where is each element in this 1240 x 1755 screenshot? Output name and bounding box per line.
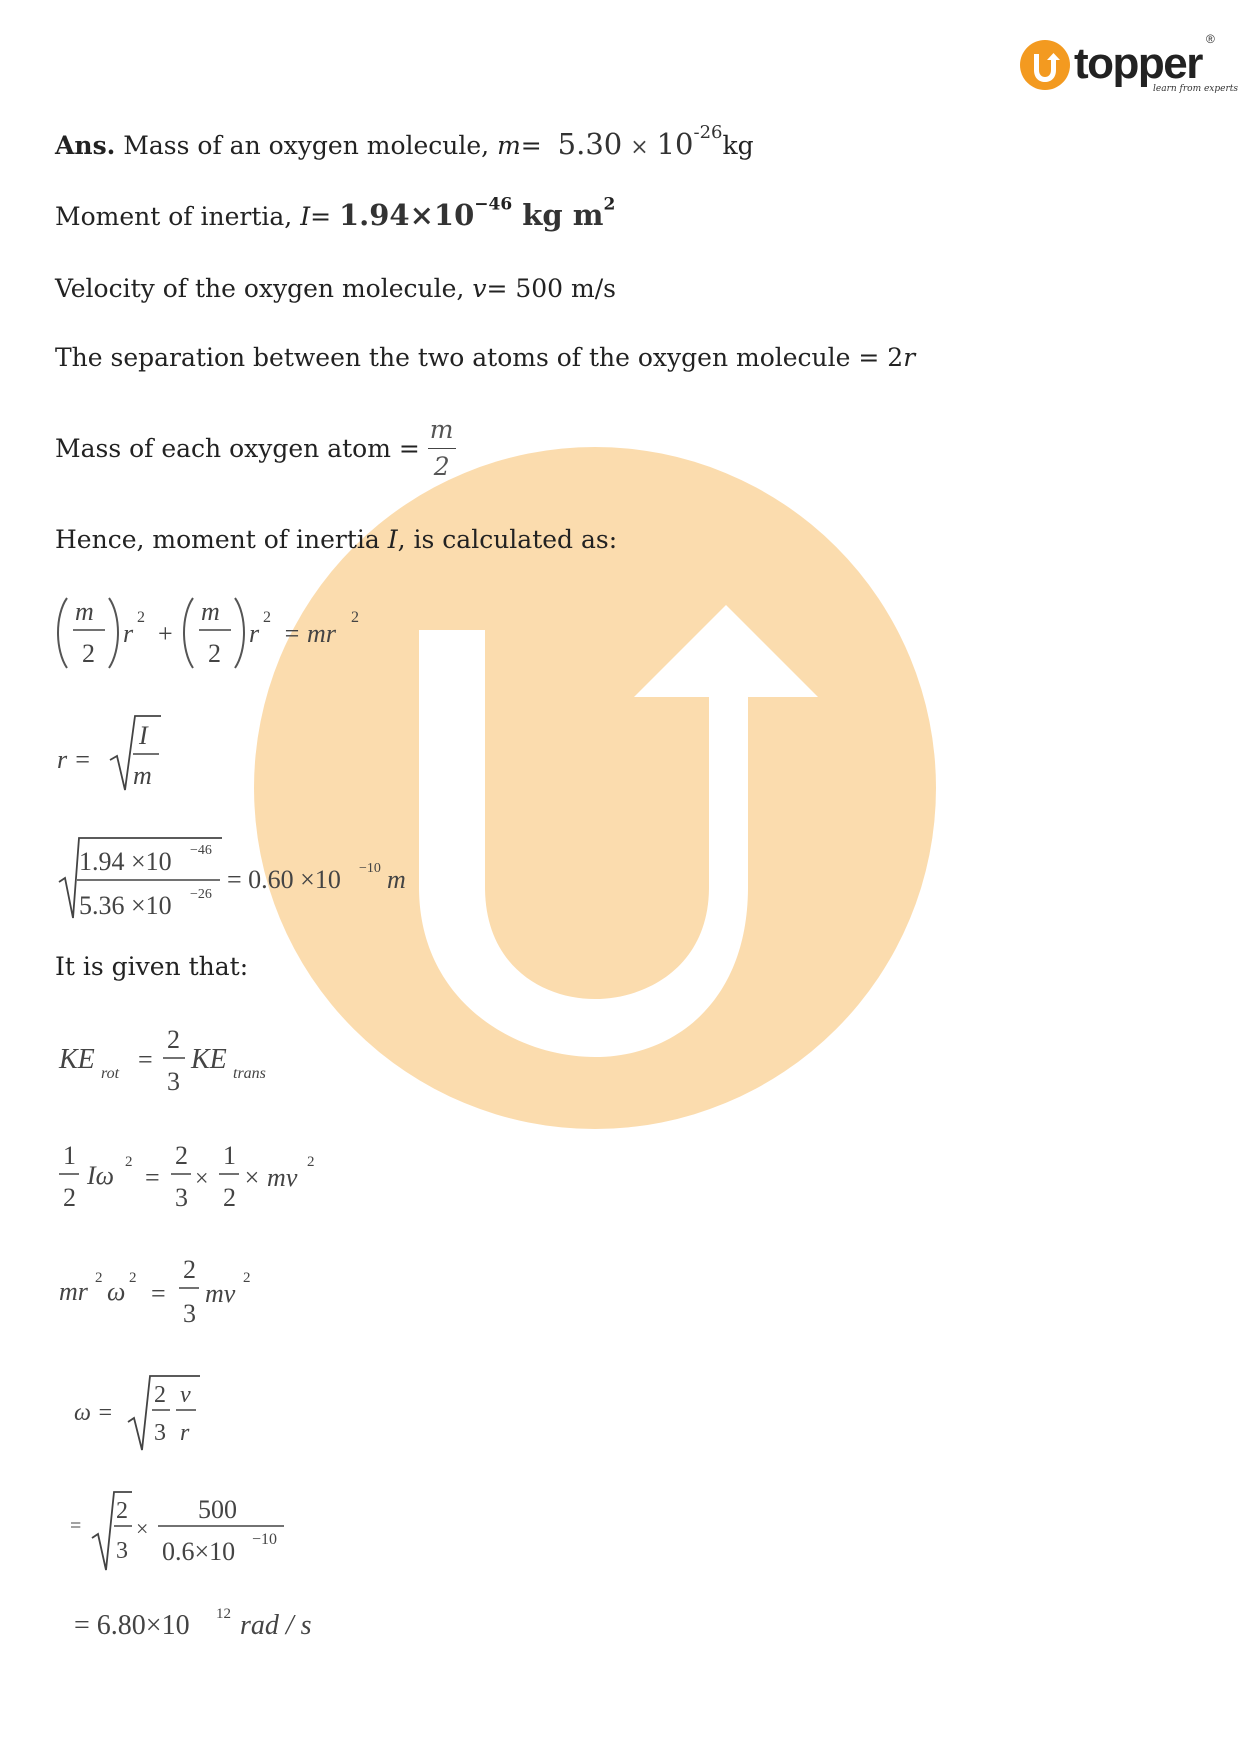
- separation-text: The separation between the two atoms of the oxygen molecule = 2: [55, 343, 904, 372]
- eq4-lhs-sub: rot: [101, 1065, 120, 1082]
- eq2-den: m: [133, 761, 152, 790]
- eq1-plus: +: [158, 619, 173, 648]
- inertia-text: Moment of inertia,: [55, 202, 301, 231]
- eq7-lhs: ω =: [74, 1400, 114, 1426]
- eq6-num: 2: [183, 1255, 196, 1284]
- eq8-num: 500: [198, 1495, 237, 1524]
- brand-name: topper: [1074, 39, 1202, 88]
- given-text: It is given that:: [55, 952, 249, 981]
- eq5-d1: 3: [175, 1183, 188, 1212]
- eq5-two: 2: [63, 1183, 76, 1212]
- eq2-lhs: r =: [57, 745, 92, 774]
- eq7-d1: 3: [154, 1420, 166, 1446]
- eq3-den-coef: 5.36 ×10: [79, 891, 172, 920]
- mass-line: [55, 121, 754, 161]
- eq5-n1: 2: [175, 1141, 188, 1170]
- given-line: [55, 952, 248, 981]
- velocity-line: [55, 274, 616, 303]
- velocity-text: Velocity of the oxygen molecule,: [55, 274, 473, 303]
- eq6-lhs-exp: 2: [95, 1270, 103, 1286]
- velocity-var: v: [472, 274, 487, 303]
- eq5-n2: 1: [223, 1141, 236, 1170]
- atom-mass-text: Mass of each oxygen atom =: [55, 434, 428, 463]
- hence-line: [55, 525, 617, 554]
- eq3-num-exp: −46: [190, 843, 212, 858]
- mass-coef: 5.30: [557, 127, 623, 161]
- eq6-w-exp: 2: [129, 1270, 137, 1286]
- equation-9: [70, 1598, 350, 1648]
- eq3-num-coef: 1.94 ×10: [79, 847, 172, 876]
- eq4-eq: =: [138, 1045, 153, 1074]
- eq9-exp: 12: [216, 1606, 231, 1622]
- eq1-r2: r: [249, 619, 260, 648]
- inertia-line: [55, 194, 616, 232]
- hence-var: I: [387, 525, 398, 554]
- eq1-rhs-exp: 2: [351, 609, 359, 626]
- mass-exp: -26: [693, 121, 723, 143]
- eq6-rhs-exp: 2: [243, 1270, 251, 1286]
- equation-2: [55, 710, 205, 800]
- hence-rest: , is calculated as:: [397, 525, 618, 554]
- separation-line: [55, 343, 915, 372]
- inertia-coef: 1.94×10: [338, 198, 475, 232]
- eq6-rhs: mv: [205, 1279, 236, 1308]
- eq8-n1: 2: [116, 1498, 128, 1524]
- atom-mass-fraction: [428, 412, 456, 485]
- mass-unit: kg: [722, 131, 754, 160]
- eq8-d1: 3: [116, 1538, 128, 1564]
- eq4-rhs-sub: trans: [233, 1065, 266, 1082]
- eq5-iw: Iω: [87, 1161, 115, 1190]
- eq8-times: ×: [136, 1516, 149, 1541]
- eq7-d2: r: [180, 1420, 190, 1446]
- inertia-unit-exp: 2: [603, 194, 616, 215]
- mass-times: ×: [630, 135, 649, 160]
- equation-6: [55, 1248, 285, 1338]
- inertia-var: I: [300, 202, 311, 231]
- eq5-mv-exp: 2: [307, 1154, 315, 1170]
- equation-3: [55, 826, 435, 926]
- eq5-eq: =: [145, 1163, 160, 1192]
- eq3-rhs-unit: m: [387, 865, 406, 894]
- ans-label: Ans.: [55, 131, 116, 160]
- eq7-n1: 2: [154, 1382, 166, 1408]
- eq5-one: 1: [63, 1141, 76, 1170]
- eq1-m2: m: [201, 597, 220, 626]
- equation-1: [55, 590, 385, 680]
- atom-mass-line: [55, 412, 456, 485]
- mass-base: 10: [656, 127, 694, 161]
- velocity-value: = 500 m/s: [486, 274, 616, 303]
- eq6-eq: =: [151, 1279, 166, 1308]
- atom-mass-num: m: [428, 412, 456, 449]
- eq3-rhs-exp: −10: [359, 861, 381, 876]
- eq3-den-exp: −26: [190, 887, 212, 902]
- eq6-w: ω: [107, 1277, 126, 1306]
- eq9-text: = 6.80×10: [74, 1610, 190, 1641]
- eq6-lhs: mr: [59, 1277, 88, 1306]
- eq5-sq: 2: [125, 1154, 133, 1170]
- u-arrow-logo-icon: [1020, 40, 1070, 90]
- eq1-sq2: 2: [263, 609, 271, 626]
- eq4-den: 3: [167, 1067, 180, 1096]
- equation-4: [55, 1018, 315, 1108]
- eq1-sq1: 2: [137, 609, 145, 626]
- eq8-den-exp: −10: [252, 1531, 278, 1548]
- eq1-m1: m: [75, 597, 94, 626]
- eq4-num: 2: [167, 1025, 180, 1054]
- registered-mark: ®: [1206, 32, 1215, 46]
- separation-var: r: [903, 343, 916, 372]
- mass-var: m: [497, 131, 521, 160]
- eq4-lhs: KE: [59, 1044, 95, 1075]
- eq8-lhs: =: [70, 1515, 82, 1537]
- eq5-mv: × mv: [243, 1163, 298, 1192]
- eq5-d2: 2: [223, 1183, 236, 1212]
- inertia-eq: =: [310, 202, 339, 231]
- eq7-n2: v: [180, 1382, 191, 1408]
- inertia-exp: −46: [474, 194, 513, 215]
- mass-eq: =: [520, 131, 542, 160]
- eq8-den: 0.6×10: [162, 1537, 236, 1566]
- eq5-times: ×: [195, 1166, 209, 1192]
- equation-5: [55, 1134, 355, 1224]
- hence-text: Hence, moment of inertia: [55, 525, 388, 554]
- eq1-two1: 2: [82, 639, 95, 668]
- eq4-rhs: KE: [191, 1044, 227, 1075]
- equation-7: [70, 1368, 230, 1458]
- eq3-rhs: = 0.60 ×10: [227, 865, 341, 894]
- eq1-rhs: = mr: [283, 619, 336, 648]
- inertia-unit: kg m: [512, 198, 604, 232]
- eq2-num: I: [139, 721, 148, 750]
- eq9-unit: rad / s: [240, 1610, 312, 1641]
- mass-text: Mass of an oxygen molecule,: [115, 131, 498, 160]
- eq6-den: 3: [183, 1299, 196, 1328]
- equation-8: [70, 1484, 320, 1574]
- eq1-r1: r: [123, 619, 134, 648]
- brand-logo[interactable]: [1020, 32, 1239, 96]
- atom-mass-den: 2: [433, 452, 450, 481]
- eq1-two2: 2: [208, 639, 221, 668]
- brand-tagline: learn from experts: [1153, 84, 1239, 94]
